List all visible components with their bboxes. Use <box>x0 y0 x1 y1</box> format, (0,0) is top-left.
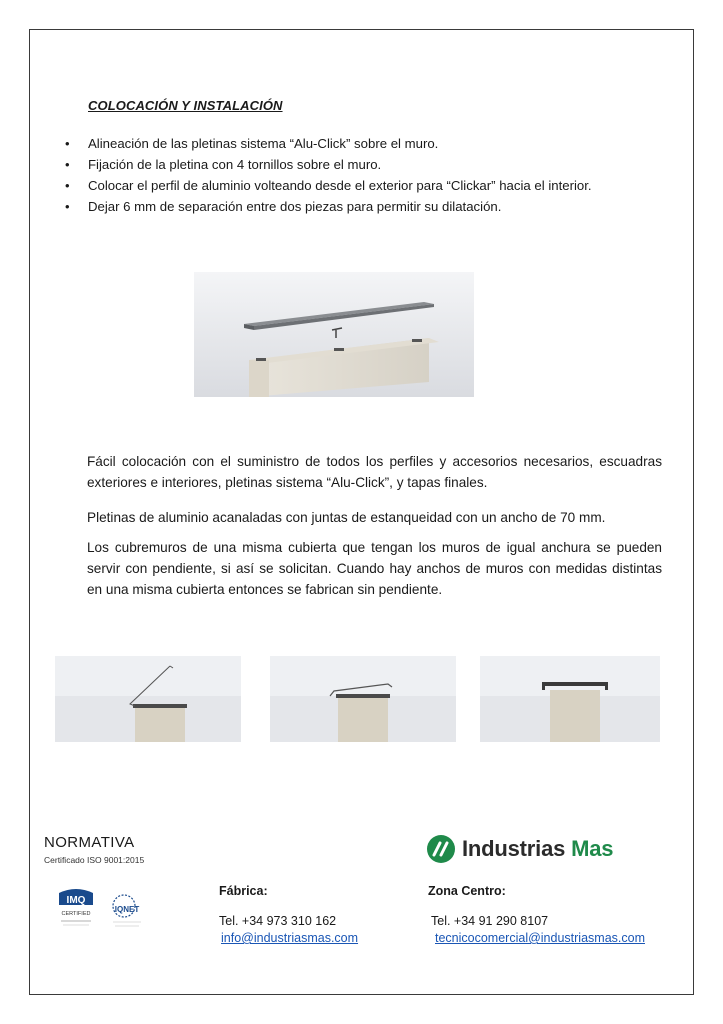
zona-centro-label: Zona Centro: <box>428 884 506 898</box>
list-item: • Colocar el perfil de aluminio volteando desde el exterior para “Clickar” hacia el interior. <box>62 175 592 196</box>
list-item: • Fijación de la pletina con 4 tornillos sobre el muro. <box>62 154 592 175</box>
step-image-2 <box>270 656 456 742</box>
installation-render-image <box>194 272 474 397</box>
list-item: • Dejar 6 mm de separación entre dos piezas para permitir su dilatación. <box>62 196 592 217</box>
fabrica-email-link[interactable]: info@industriasmas.com <box>221 931 359 945</box>
step-image-3 <box>480 656 660 742</box>
iqnet-logo <box>103 890 145 932</box>
zona-centro-email-link[interactable]: tecnicocomercial@industriasmas.com <box>435 931 645 945</box>
zona-centro-phone: Tel. +34 91 290 8107 <box>431 914 549 928</box>
normativa-heading: NORMATIVA <box>44 834 135 851</box>
paragraph: Los cubremuros de una misma cubierta que tengan los muros de igual anchura se pueden servir con pendiente, si así se solicitan. Cuando hay anchos de muros con medidas distintas en una misma cubierta entonces se fabrican sin pendiente. <box>87 540 662 597</box>
iqnet-label: IQNET <box>114 905 140 914</box>
installation-steps-list <box>62 133 592 217</box>
step-image-1 <box>55 656 241 742</box>
imq-label: IMQ <box>66 895 86 906</box>
fabrica-phone: Tel. +34 973 310 162 <box>219 914 337 928</box>
imq-sub: CERTIFIED <box>61 911 91 917</box>
contact-fabrica <box>219 884 358 945</box>
paragraph: Pletinas de aluminio acanaladas con juntas de estanqueidad con un ancho de 70 mm. <box>87 510 606 525</box>
industrias-mas-logo <box>426 832 613 866</box>
brand-main: Industrias <box>462 836 566 861</box>
brand-mark-icon <box>426 834 456 864</box>
contact-zona-centro <box>428 884 645 945</box>
fabrica-label: Fábrica: <box>219 884 268 898</box>
iso-certificate-text: Certificado ISO 9001:2015 <box>44 855 145 865</box>
list-item: • Alineación de las pletinas sistema “Alu-Click” sobre el muro. <box>62 133 592 154</box>
brand-accent: Mas <box>571 836 614 861</box>
imq-certified-logo <box>55 887 97 933</box>
paragraph: Fácil colocación con el suministro de todos los perfiles y accesorios necesarios, escuadras exteriores e interiores, pletinas sistema “Alu-Click”, y tapas finales. <box>87 454 662 490</box>
section-title: COLOCACIÓN Y INSTALACIÓN <box>88 98 283 113</box>
